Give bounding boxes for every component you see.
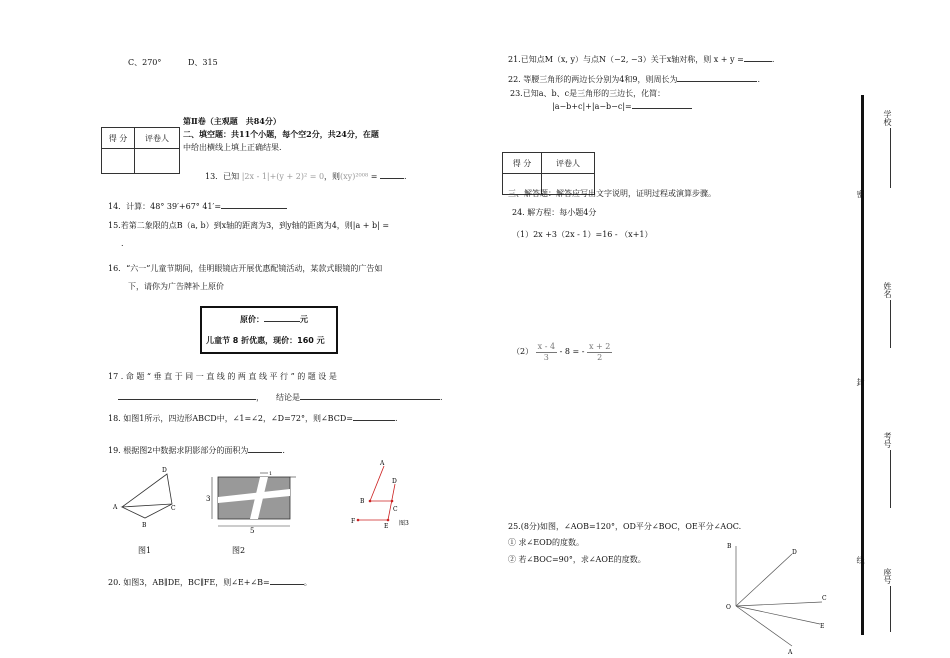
fig25-label-E: E	[820, 623, 825, 630]
fig3-label-A: A	[380, 460, 385, 467]
q13-answer-blank[interactable]	[380, 178, 404, 179]
q13-expression-2: (xy)²⁰⁰⁸	[340, 172, 369, 181]
margin-school-label: 学校	[883, 110, 892, 126]
margin-exam-number-label: 考号	[883, 432, 892, 448]
exam-number-blank[interactable]	[890, 450, 891, 508]
q13-prefix: 13．已知	[205, 172, 240, 181]
grader-header: 评卷人	[542, 153, 595, 174]
question-15: 15.若第二象限的点B（a, b）到x轴的距离为3，到y轴的距离为4，则|a + b| =	[108, 221, 390, 230]
q24-2-prefix: （2）	[512, 347, 534, 357]
q20-text: 20. 如图3，AB∥DE，BC∥FE，则∠E+∠B=	[108, 578, 270, 587]
fraction-1-numerator: x - 4	[537, 342, 556, 351]
fig3-label-E: E	[384, 523, 389, 530]
fraction-2-denominator: 2	[597, 352, 603, 362]
q23-answer-blank[interactable]	[632, 108, 692, 109]
q24-2-fraction-2	[587, 342, 612, 362]
q19-answer-blank[interactable]	[248, 452, 282, 453]
q20-answer-blank[interactable]	[270, 584, 304, 585]
solve-heading: 三、解答题：解答应写出文字说明，证明过程或演算步骤。	[508, 189, 716, 198]
ad-board	[200, 306, 338, 354]
score-header: 得 分	[503, 153, 542, 174]
fig25-label-O: O	[726, 604, 731, 611]
q20-end: 。	[303, 578, 312, 587]
fig25-label-D: D	[792, 549, 797, 556]
question-25-part1: ① 求∠EOD的度数。	[508, 538, 585, 547]
q17-end: .	[440, 393, 443, 402]
grader-header: 评卷人	[135, 128, 180, 149]
question-17-line2	[118, 393, 443, 403]
q24-2-fraction-1	[536, 342, 557, 362]
fig1-label-A: A	[113, 504, 118, 511]
score-table-left	[101, 127, 180, 174]
q19-text: 19. 根据图2中数据求阴影部分的面积为	[108, 446, 249, 455]
fig1-label-D: D	[162, 467, 167, 474]
q21-answer-blank[interactable]	[744, 61, 772, 62]
fig3-label-F: F	[351, 518, 356, 525]
q17-conclusion-blank[interactable]	[300, 399, 440, 400]
fig3-label-B: B	[360, 498, 365, 505]
q21-text: 21.已知点M（x, y）与点N（−2, −3）关于x轴对称，则 x + y =	[508, 55, 744, 64]
ad-original-price-label: 原价：	[240, 315, 264, 324]
q13-suffix: =	[368, 172, 378, 181]
q17-mid-text: ， 结论是	[256, 393, 300, 402]
question-25: 25.(8分)如图，∠AOB=120°，OD平分∠BOC，OE平分∠AOC.	[508, 522, 742, 531]
fig2-dim-left: 3	[206, 495, 211, 503]
q13-expression: |2x - 1|+(y + 2)² = 0	[241, 172, 325, 181]
q15-end: .	[121, 239, 124, 248]
fig1-label-C: C	[171, 505, 176, 512]
fill-heading-2: 中给出横线上填上正确结果.	[183, 143, 282, 152]
seat-number-blank[interactable]	[890, 586, 891, 632]
q17-premise-blank[interactable]	[118, 399, 256, 400]
question-14	[108, 202, 287, 212]
q22-answer-blank[interactable]	[677, 81, 757, 82]
question-19	[108, 446, 285, 456]
question-17-line1: 17 . 命 题 “ 垂 直 于 同 一 直 线 的 两 直 线 平 行 ” 的 题 设 是	[108, 372, 337, 381]
figure-1-quadrilateral	[110, 466, 190, 532]
school-blank[interactable]	[890, 128, 891, 188]
fig3-label-D: D	[392, 478, 397, 485]
q23-expression	[552, 102, 692, 112]
q21-end: .	[771, 55, 775, 64]
question-24-2	[512, 342, 612, 362]
part2-title: 第Ⅱ卷（主观题 共84分）	[183, 116, 281, 126]
figure-2-caption: 图2	[232, 546, 246, 555]
fig3-label-C: C	[393, 506, 398, 513]
ad-price-blank[interactable]	[264, 321, 300, 322]
q18-end: .	[394, 414, 398, 423]
question-25-part2: ② 若∠BOC=90°，求∠AOE的度数。	[508, 555, 646, 564]
q18-answer-blank[interactable]	[353, 420, 395, 421]
question-22	[508, 75, 760, 85]
margin-seal-feng: 封	[856, 378, 865, 386]
question-23: 23.已知a、b、c是三角形的三边长，化简：	[510, 89, 666, 98]
question-21	[508, 55, 774, 65]
figure-2-rectangle	[204, 470, 300, 534]
name-blank[interactable]	[890, 300, 891, 348]
fig1-label-B: B	[142, 522, 147, 529]
fig25-label-C: C	[822, 595, 827, 602]
fig3-caption: 图3	[399, 520, 409, 527]
q24-2-mid: - 8 = -	[559, 347, 585, 357]
question-18	[108, 414, 398, 424]
margin-seal-xian: 线	[856, 556, 865, 564]
q14-answer-blank[interactable]	[221, 208, 287, 209]
fraction-1-denominator: 3	[543, 352, 549, 362]
question-16-line1: 16．“六一”儿童节期间，佳明眼镜店开展优惠配镜活动，某款式眼镜的广告如	[108, 264, 383, 273]
fraction-2-numerator: x + 2	[588, 342, 611, 351]
q13-mid: ，则	[324, 172, 341, 181]
ad-discount-line: 儿童节 8 折优惠，现价：160 元	[206, 336, 325, 345]
q22-text: 22. 等腰三角形的两边长分别为4和9，则周长为	[508, 75, 678, 84]
q13-end: .	[403, 172, 407, 181]
q23-expr-text: |a−b+c|+|a−b−c|=	[552, 102, 632, 111]
prev-option-c: C、270°	[128, 58, 162, 67]
score-header: 得 分	[102, 128, 135, 149]
fig25-label-B: B	[727, 543, 732, 550]
fig25-label-A: A	[788, 649, 793, 656]
fig2-dim-bottom: 5	[250, 527, 255, 534]
fill-heading: 二、填空题：共11个小题，每个空2分，共24分，在题	[183, 129, 379, 139]
question-16-line2: 下，请你为广告牌补上原价	[128, 282, 224, 291]
margin-name-label: 姓名	[883, 282, 892, 298]
binding-margin-line	[861, 95, 864, 635]
prev-option-d: D、315	[188, 58, 218, 67]
figure-1-caption: 图1	[138, 546, 152, 555]
ad-unit: 元	[300, 315, 308, 324]
q14-text: 14．计算：48° 39′+67° 41′=	[108, 202, 222, 211]
figure-3-parallel-lines	[350, 456, 420, 532]
q19-end: .	[282, 446, 285, 455]
question-20	[108, 578, 312, 588]
margin-seat-number-label: 座号	[883, 568, 892, 584]
grader-cell	[135, 149, 180, 174]
question-24: 24. 解方程：每小题4分	[512, 208, 597, 217]
fig2-dim-top: 1	[269, 471, 273, 477]
figure-25-angles	[722, 538, 834, 656]
margin-seal-mi: 密	[856, 190, 865, 198]
question-24-1: （1）2x +3（2x - 1）=16 - （x+1）	[512, 230, 653, 239]
question-13	[205, 172, 407, 182]
q22-end: .	[757, 75, 760, 84]
score-cell	[102, 149, 135, 174]
q18-text: 18. 如图1所示，四边形ABCD中，∠1=∠2，∠D=72°，则∠BCD=	[108, 414, 353, 423]
